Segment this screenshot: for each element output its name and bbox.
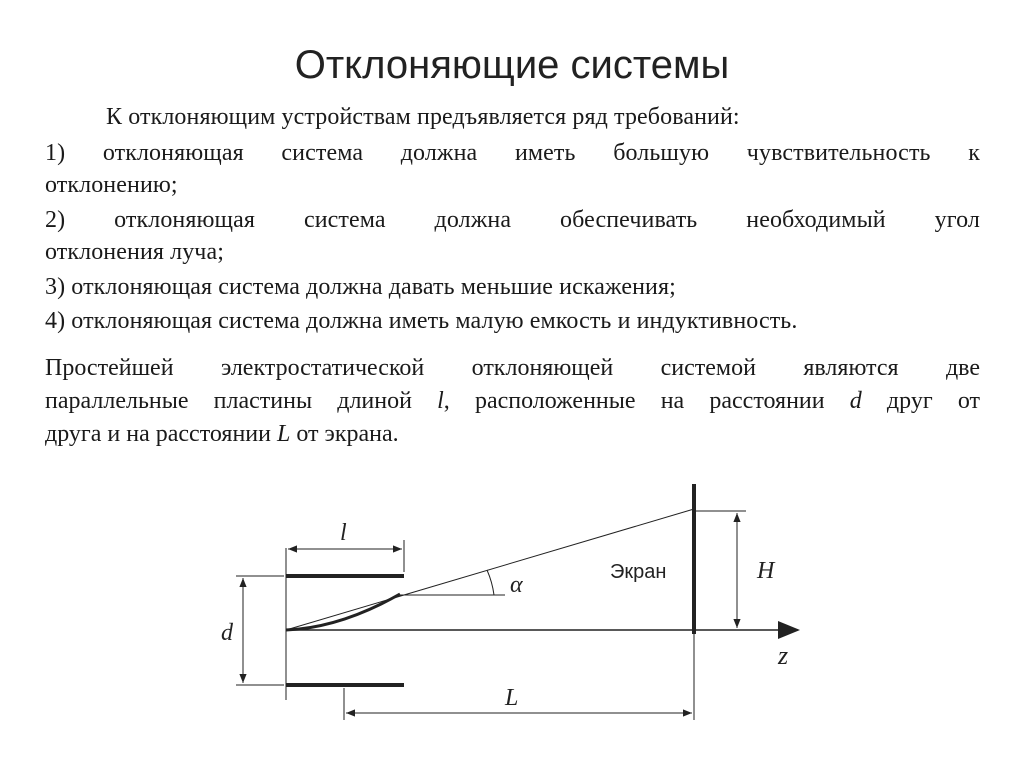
angle-label: α [510, 572, 523, 598]
z-axis-label: z [778, 641, 789, 670]
requirements-intro: К отклоняющим устройствам предъявляется ряд требований: [106, 104, 740, 130]
requirement-1 [45, 137, 980, 201]
requirement-2-line-2: отклонения луча; [45, 239, 224, 265]
z-axis-arrowhead [778, 621, 800, 639]
requirement-4: 4) отклоняющая система должна иметь малую емкость и индуктивность. [45, 308, 798, 334]
paragraph-line-2 [45, 385, 980, 418]
height-label: H [757, 558, 775, 584]
angle-arc [487, 570, 494, 595]
deflection-diagram [0, 470, 1024, 767]
variable-L: L [276, 421, 291, 447]
paragraph-line-2-part-a: параллельные пластины длиной [45, 388, 438, 414]
requirement-1-line-1: 1) отклоняющая система должна иметь большую чувствительность к [45, 140, 980, 166]
distance-label: L [505, 685, 519, 711]
slide-title: Отклоняющие системы [294, 43, 730, 87]
requirement-1-line-2: отклонению; [45, 172, 178, 198]
requirement-2 [45, 204, 980, 268]
requirement-2-line-1: 2) отклоняющая система должна обеспечивать необходимый угол [45, 207, 980, 233]
requirement-3: 3) отклоняющая система должна давать меньшие искажения; [45, 274, 676, 300]
description-paragraph [45, 352, 980, 451]
screen-label: Экран [610, 561, 667, 583]
paragraph-line-3 [45, 418, 980, 451]
paragraph-line-3-part-b: от экрана. [290, 421, 399, 447]
plate-length-label: l [340, 520, 347, 546]
variable-l: l [437, 388, 444, 414]
paragraph-line-2-part-c: друг от [861, 388, 980, 414]
variable-d: d [849, 388, 862, 414]
paragraph-line-3-part-a: друга и на расстоянии [45, 421, 277, 447]
paragraph-line-2-part-b: , расположенные на расстоянии [443, 388, 850, 414]
gap-label: d [221, 620, 233, 646]
paragraph-line-1: Простейшей электростатической отклоняющей системой являются две [45, 355, 980, 381]
